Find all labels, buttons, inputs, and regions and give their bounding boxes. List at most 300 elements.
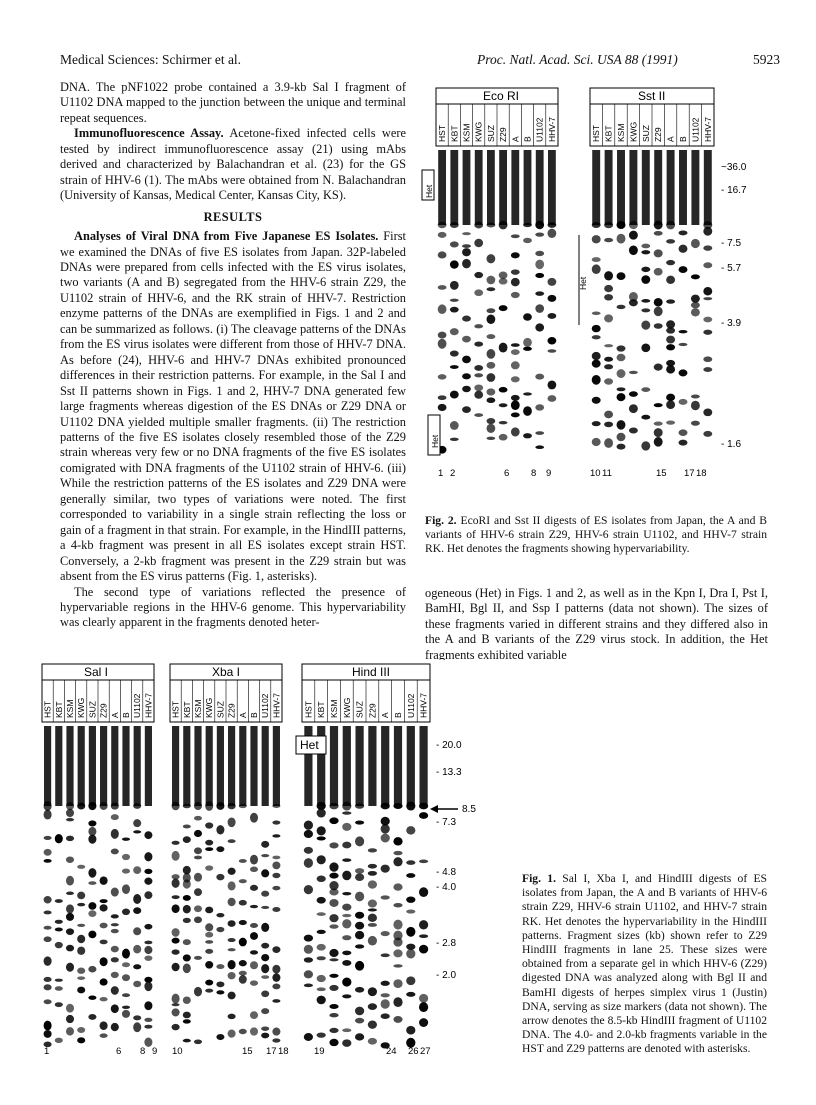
fig1-hindiii-band bbox=[329, 914, 338, 922]
fig2-sstii-band bbox=[592, 421, 601, 426]
fig1-sali-band bbox=[111, 929, 119, 933]
fig1-xbai-band bbox=[194, 956, 202, 960]
fig2-sstii-band bbox=[703, 262, 712, 268]
fig2-ecori-band bbox=[450, 365, 459, 369]
fig2-ecori-band bbox=[499, 271, 508, 279]
fig2-sstii-band bbox=[703, 227, 712, 236]
fig2-sstii-band bbox=[654, 364, 663, 371]
fig2-lane-number: 17 bbox=[684, 468, 695, 479]
fig2-sstii-band bbox=[604, 238, 613, 242]
fig1-hindiii-lane-smear bbox=[420, 726, 428, 806]
fig1-xbai-band bbox=[272, 965, 280, 974]
fig1-hindiii-band bbox=[317, 912, 326, 916]
fig2-sstii-band bbox=[679, 399, 688, 405]
fig2-ecori-band bbox=[450, 328, 459, 335]
fig2-ecori-band bbox=[487, 424, 496, 433]
fig1-hindiii-band bbox=[368, 1003, 377, 1010]
fig2-sstii-band bbox=[641, 244, 650, 249]
fig1-hindiii-band bbox=[406, 873, 415, 878]
fig1-hindiii-band bbox=[329, 803, 338, 810]
fig1-hindiii-band bbox=[368, 1020, 377, 1028]
figure-1-content bbox=[42, 664, 476, 1057]
fig2-sstii-band bbox=[604, 222, 613, 229]
fig1-sali-band bbox=[100, 940, 108, 945]
fig2-sstii-band bbox=[604, 438, 613, 448]
fig1-xbai-band bbox=[228, 1030, 236, 1038]
fig2-sstii-band bbox=[666, 336, 675, 344]
fig1-xbai-band bbox=[250, 855, 258, 865]
fig1-xbai-band bbox=[194, 987, 202, 997]
fig2-size-marker: - 3.9 bbox=[721, 318, 742, 329]
fig2-ecori-lane-label: HST bbox=[437, 125, 448, 142]
fig2-ecori-band bbox=[548, 337, 557, 344]
immuno-body: Acetone-fixed infected cells were tested by indirect immunofluorescence assay (21) using mAbs derived and characterized by Balachandran et al. (23) for the GS strain of HHV-6 (1). The mAbs were obtained from N. Balachandran (University of Kansas, Medical Center, Kansas City, KS). bbox=[60, 126, 406, 203]
fig1-xbai-band bbox=[272, 973, 280, 981]
fig2-ecori-band bbox=[487, 254, 496, 263]
fig2-ecori-lane-label: KBT bbox=[449, 125, 460, 142]
fig1-xbai-band bbox=[172, 963, 180, 972]
fig1-sali-lane-label: A bbox=[109, 712, 120, 718]
fig1-xbai-band bbox=[228, 898, 236, 906]
fig1-hindiii-band bbox=[368, 987, 377, 996]
fig1-hindiii-band bbox=[342, 1039, 351, 1047]
paragraph-second-type: The second type of variations reflected the presence of hypervariable regions in the HHV-6 genome. This hypervariability was clearly apparent in the fragments denoted heter- bbox=[60, 584, 406, 630]
fig1-sali-band bbox=[55, 928, 63, 932]
fig2-sstii-band bbox=[654, 221, 663, 230]
fig2-ecori-enzyme-label: Eco RI bbox=[483, 89, 520, 103]
fig2-size-marker: - 1.6 bbox=[721, 439, 742, 450]
fig1-xbai-lane-label: KBT bbox=[181, 701, 192, 718]
fig1-hindiii-band bbox=[342, 919, 351, 928]
fig1-sali-band bbox=[44, 810, 52, 820]
fig1-hindiii-band bbox=[329, 924, 338, 928]
fig1-xbai-band bbox=[172, 851, 180, 861]
fig1-xbai-lane-smear bbox=[228, 726, 235, 806]
fig1-sali-band bbox=[44, 911, 52, 915]
fig1-xbai-band bbox=[194, 1039, 202, 1044]
fig1-xbai-band bbox=[228, 839, 236, 843]
fig2-ecori-band bbox=[511, 278, 520, 286]
fig1-sali-band bbox=[100, 899, 108, 903]
fig1-xbai-band bbox=[183, 879, 191, 888]
fig2-ecori-band bbox=[474, 391, 483, 399]
fig1-sali-band bbox=[100, 1021, 108, 1030]
fig1-hindiii-lane-label: HHV-7 bbox=[418, 692, 429, 718]
fig1-xbai-band bbox=[239, 938, 247, 947]
fig2-sstii-band bbox=[666, 239, 675, 244]
fig1-hindiii-band bbox=[393, 837, 402, 845]
fig2-ecori-lane-label: KSM bbox=[461, 123, 472, 142]
fig2-ecori-band bbox=[474, 384, 483, 391]
fig1-size-marker: - 13.3 bbox=[436, 767, 462, 778]
fig1-hindiii-band bbox=[393, 964, 402, 967]
fig1-xbai-band bbox=[250, 885, 258, 891]
fig1-xbai-band bbox=[272, 1038, 280, 1042]
fig2-sstii-band bbox=[629, 231, 638, 240]
fig1-sali-band bbox=[133, 803, 141, 809]
fig1-hindiii-band bbox=[329, 842, 338, 848]
fig1-hindiii-lane-smear bbox=[381, 726, 389, 806]
fig2-ecori-band bbox=[523, 347, 532, 351]
fig1-sali-band bbox=[88, 966, 96, 973]
fig2-sstii-band bbox=[679, 343, 688, 346]
fig1-xbai-band bbox=[250, 1027, 258, 1035]
fig2-ecori-band bbox=[535, 445, 544, 449]
fig1-hindiii-band bbox=[406, 992, 415, 997]
fig2-sstii-band bbox=[703, 245, 712, 251]
fig1-hindiii-band bbox=[393, 903, 402, 907]
fig1-xbai-band bbox=[272, 856, 280, 860]
fig1-xbai-band bbox=[228, 881, 236, 890]
fig1-hindiii-band bbox=[304, 1033, 313, 1041]
fig2-ecori-band bbox=[462, 373, 471, 379]
fig2-ecori-band bbox=[535, 233, 544, 237]
fig1-sali-enzyme-label: Sal I bbox=[84, 665, 109, 679]
fig1-sali-band bbox=[144, 941, 152, 945]
fig2-sstii-band bbox=[666, 327, 675, 333]
fig1-sali-band bbox=[133, 1015, 141, 1020]
fig1-hindiii-lane-label: HST bbox=[303, 701, 314, 718]
fig1-sali-lane-label: HST bbox=[42, 701, 53, 718]
fig1-hindiii-band bbox=[317, 956, 326, 960]
fig2-sstii-band bbox=[666, 221, 675, 230]
fig1-xbai-band bbox=[272, 984, 280, 990]
section-title-results: RESULTS bbox=[203, 209, 263, 224]
fig2-ecori-band bbox=[462, 406, 471, 413]
fig2-sstii-band bbox=[617, 387, 626, 391]
fig1-hindiii-lane-label: KSM bbox=[329, 699, 339, 718]
fig2-sstii-lane-label: A bbox=[665, 136, 676, 142]
fig1-sali-band bbox=[111, 972, 119, 978]
fig2-sstii-lane-smear bbox=[617, 150, 625, 225]
fig2-sstii-lane-smear bbox=[605, 150, 613, 225]
fig2-ecori-band bbox=[511, 427, 520, 436]
fig1-sali-band bbox=[88, 835, 96, 844]
fig1-sali-band bbox=[88, 802, 96, 810]
right-column bbox=[425, 586, 768, 663]
fig2-ecori-lane-smear bbox=[450, 150, 458, 225]
fig2-ecori-band bbox=[548, 295, 557, 302]
fig1-size-marker: - 20.0 bbox=[436, 740, 462, 751]
fig1-xbai-band bbox=[172, 895, 180, 899]
fig1-xbai-band bbox=[216, 990, 224, 994]
fig1-sali-band bbox=[66, 913, 74, 921]
fig1-xbai-band bbox=[172, 928, 180, 937]
fig2-sstii-band bbox=[654, 249, 663, 257]
fig2-ecori-band bbox=[462, 316, 471, 322]
fig2-lane-number: 6 bbox=[504, 468, 510, 479]
fig1-xbai-lane-smear bbox=[239, 726, 246, 806]
fig1-hindiii-band bbox=[304, 858, 313, 868]
fig1-sali-band bbox=[133, 819, 141, 827]
paragraph-analyses bbox=[60, 229, 406, 584]
fig1-size-marker: - 7.3 bbox=[436, 817, 457, 828]
fig1-xbai-band bbox=[183, 939, 191, 945]
fig1-hindiii-band bbox=[419, 1002, 428, 1012]
fig1-xbai-band bbox=[183, 895, 191, 901]
fig2-sstii-band bbox=[641, 321, 650, 330]
fig2-ecori-band bbox=[511, 349, 520, 355]
fig2-sstii-band bbox=[604, 364, 613, 369]
fig2-ecori-band bbox=[511, 269, 520, 275]
fig2-sstii-band bbox=[654, 298, 663, 307]
fig2-sstii-band bbox=[666, 344, 675, 350]
fig1-sali-lane-label: KBT bbox=[53, 701, 64, 718]
fig1-xbai-band bbox=[183, 1012, 191, 1019]
fig1-hindiii-lane-label: A bbox=[380, 712, 391, 718]
fig2-ecori-band bbox=[535, 260, 544, 269]
fig2-ecori-band bbox=[462, 336, 471, 343]
fig1-hindiii-band bbox=[304, 847, 313, 854]
fig1-xbai-band bbox=[261, 1026, 269, 1030]
fig2-size-marker: - 5.7 bbox=[721, 263, 742, 274]
fig1-xbai-band bbox=[239, 960, 247, 966]
fig1-sali-band bbox=[100, 1033, 108, 1037]
fig1-xbai-band bbox=[205, 961, 213, 969]
fig1-hindiii-band bbox=[381, 999, 390, 1009]
figure-1-label: Fig. 1. bbox=[522, 872, 556, 885]
fig1-xbai-band bbox=[172, 841, 180, 845]
fig1-sali-band bbox=[122, 949, 130, 959]
figure-2-label: Fig. 2. bbox=[425, 514, 457, 527]
fig2-ecori-band bbox=[438, 304, 447, 314]
fig2-sstii-band bbox=[617, 272, 626, 280]
fig2-ecori-band bbox=[548, 395, 557, 402]
fig1-hindiii-band bbox=[393, 949, 402, 957]
fig1-sali-band bbox=[77, 1037, 85, 1043]
fig2-ecori-lane-label: U1102 bbox=[534, 117, 545, 142]
fig1-sali-band bbox=[44, 801, 52, 811]
fig1-sali-band bbox=[144, 869, 152, 874]
paragraph-het-continued: ogeneous (Het) in Figs. 1 and 2, as well as in the Kpn I, Dra I, Pst I, BamHI, Bgl II, and Ssp I patterns (data not shown). The sizes of these fragments varied in different strains and they differed also in the A and B variants of the Z29 virus stock. In addition, the Het fragments exhibited variable bbox=[425, 586, 768, 662]
fig1-xbai-band bbox=[194, 905, 202, 912]
fig1-hindiii-band bbox=[329, 985, 338, 991]
paragraph-probe: DNA. The pNF1022 probe contained a 3.9-kb Sal I fragment of U1102 DNA mapped to the junction between the unique and terminal repeat sequences. bbox=[60, 80, 406, 125]
fig1-xbai-lane-smear bbox=[206, 726, 213, 806]
fig1-hindiii-band bbox=[368, 848, 377, 852]
fig2-ecori-band bbox=[474, 342, 483, 347]
figure-2-caption-text: EcoRI and Sst II digests of ES isolates from Japan, the A and B variants of HHV-6 strain Z29, HHV-6 strain U1102, and HHV-7 strain RK. Het denotes the fragments showing hypervariability. bbox=[425, 514, 768, 556]
fig1-sali-band bbox=[66, 1015, 74, 1023]
fig1-xbai-band bbox=[205, 822, 213, 828]
fig1-lane-number: 27 bbox=[420, 1046, 431, 1057]
fig2-sstii-band bbox=[617, 369, 626, 378]
fig1-hindiii-band bbox=[368, 923, 377, 927]
fig2-sstii-band bbox=[654, 421, 663, 425]
fig1-xbai-band bbox=[228, 960, 236, 969]
fig2-ecori-band bbox=[548, 380, 557, 389]
fig1-hindiii-band bbox=[329, 889, 338, 896]
fig2-ecori-band bbox=[535, 304, 544, 313]
fig1-xbai-band bbox=[183, 836, 191, 843]
fig1-sali-band bbox=[100, 997, 108, 1001]
fig1-lane-number: 8 bbox=[140, 1046, 146, 1057]
fig2-ecori-band bbox=[450, 350, 459, 356]
fig2-ecori-lane-smear bbox=[499, 150, 507, 225]
fig2-ecori-band bbox=[450, 281, 459, 290]
fig1-hindiii-band bbox=[393, 803, 402, 809]
fig1-hindiii-band bbox=[381, 993, 390, 997]
fig2-ecori-band bbox=[462, 248, 471, 256]
fig2-ecori-band bbox=[523, 406, 532, 416]
fig2-ecori-lane-smear bbox=[511, 150, 519, 225]
fig1-xbai-band bbox=[261, 964, 269, 973]
fig1-xbai-band bbox=[205, 907, 213, 914]
fig2-ecori-band bbox=[438, 339, 447, 349]
fig1-sali-band bbox=[111, 814, 119, 820]
fig1-xbai-band bbox=[250, 980, 258, 985]
fig2-ecori-band bbox=[499, 421, 508, 424]
fig1-sali-band bbox=[133, 830, 141, 833]
fig1-hindiii-band bbox=[381, 895, 390, 899]
fig2-sstii-band bbox=[654, 231, 663, 236]
fig1-hindiii-enzyme-label: Hind III bbox=[352, 665, 391, 679]
fig1-xbai-band bbox=[261, 990, 269, 997]
fig1-hindiii-band bbox=[393, 851, 402, 855]
fig1-hindiii-band bbox=[406, 826, 415, 834]
fig2-sstii-band bbox=[654, 307, 663, 317]
fig2-ecori-band bbox=[535, 273, 544, 278]
fig1-hindiii-band bbox=[419, 945, 428, 954]
fig2-sstii-enzyme-label: Sst II bbox=[638, 89, 666, 103]
fig2-ecori-band bbox=[487, 223, 496, 228]
fig2-sstii-lane-label: U1102 bbox=[690, 117, 701, 142]
fig1-xbai-band bbox=[239, 975, 247, 984]
fig1-hindiii-lane-smear bbox=[394, 726, 402, 806]
fig2-ecori-band bbox=[499, 434, 508, 441]
fig1-hindiii-band bbox=[317, 987, 326, 991]
fig2-lane-number: 18 bbox=[696, 468, 707, 479]
fig2-sstii-band bbox=[592, 360, 601, 368]
fig1-hindiii-band bbox=[342, 935, 351, 940]
fig2-lane-number: 1 bbox=[438, 468, 444, 479]
fig2-size-marker: - 7.5 bbox=[721, 238, 742, 249]
fig1-lane-number: 26 bbox=[408, 1046, 419, 1057]
fig1-sali-band bbox=[100, 904, 108, 911]
fig1-xbai-band bbox=[250, 1011, 258, 1019]
fig1-xbai-band bbox=[250, 923, 258, 928]
fig1-xbai-lane-label: KWG bbox=[204, 697, 215, 718]
fig1-hindiii-band bbox=[329, 873, 338, 879]
fig2-ecori-band bbox=[548, 278, 557, 286]
fig1-sali-band bbox=[77, 865, 85, 869]
fig1-xbai-lane-smear bbox=[217, 726, 224, 806]
fig1-xbai-band bbox=[205, 989, 213, 993]
fig1-xbai-band bbox=[250, 813, 258, 823]
fig1-xbai-lane-smear bbox=[250, 726, 257, 806]
fig1-xbai-band bbox=[261, 869, 269, 877]
fig2-sstii-band bbox=[617, 420, 626, 429]
fig1-hindiii-band bbox=[419, 812, 428, 819]
fig1-xbai-band bbox=[228, 868, 236, 875]
fig2-ecori-band bbox=[511, 252, 520, 258]
fig2-sstii-band bbox=[592, 438, 601, 446]
fig1-sali-lane-smear bbox=[145, 726, 152, 806]
page-number: 5923 bbox=[753, 52, 780, 67]
fig1-hindiii-band bbox=[355, 931, 364, 940]
fig1-xbai-band bbox=[172, 904, 180, 913]
fig2-ecori-band bbox=[487, 397, 496, 403]
fig2-sstii-band bbox=[703, 431, 712, 437]
fig2-ecori-band bbox=[462, 356, 471, 364]
fig1-sali-lane-smear bbox=[78, 726, 85, 806]
fig1-hindiii-band bbox=[342, 904, 351, 911]
fig1-hindiii-band bbox=[419, 920, 428, 929]
fig2-sstii-band bbox=[617, 305, 626, 309]
fig1-xbai-band bbox=[172, 879, 180, 888]
fig1-sali-band bbox=[77, 935, 85, 943]
fig1-hindiii-band bbox=[317, 897, 326, 904]
fig1-xbai-band bbox=[239, 920, 247, 925]
fig2-sstii-lane-label: B bbox=[678, 136, 688, 142]
fig1-hindiii-band bbox=[342, 811, 351, 814]
fig1-hindiii-band bbox=[355, 868, 364, 874]
fig2-sstii-lane-smear bbox=[592, 150, 600, 225]
fig1-xbai-band bbox=[183, 963, 191, 973]
fig1-xbai-band bbox=[216, 964, 224, 969]
fig1-sali-band bbox=[111, 923, 119, 926]
fig2-ecori-lane-label: A bbox=[510, 136, 521, 142]
fig2-ecori-band bbox=[474, 222, 483, 229]
fig1-xbai-band bbox=[228, 948, 236, 951]
fig1-sali-lane-smear bbox=[55, 726, 62, 806]
fig1-sali-band bbox=[144, 1025, 152, 1029]
fig1-xbai-band bbox=[172, 949, 180, 954]
fig1-hindiii-band bbox=[355, 987, 364, 993]
fig2-sstii-band bbox=[604, 378, 613, 384]
fig2-ecori-band bbox=[535, 251, 544, 256]
fig1-xbai-band bbox=[239, 971, 247, 976]
fig1-hindiii-band bbox=[304, 957, 313, 962]
fig1-xbai-lane-label: HHV-7 bbox=[271, 692, 282, 718]
fig1-sali-band bbox=[111, 848, 119, 854]
fig1-sali-lane-label: B bbox=[121, 712, 131, 718]
fig2-ecori-band bbox=[474, 373, 483, 377]
fig1-hindiii-band bbox=[329, 817, 338, 824]
fig1-sali-band bbox=[88, 868, 96, 878]
fig1-sali-band bbox=[77, 803, 85, 810]
fig1-hindiii-band bbox=[355, 820, 364, 824]
fig1-hindiii-band bbox=[355, 892, 364, 902]
fig1-sali-band bbox=[100, 802, 108, 810]
fig1-sali-band bbox=[122, 837, 130, 840]
fig2-ecori-band bbox=[462, 244, 471, 248]
fig1-hindiii-band bbox=[355, 836, 364, 846]
fig1-size-marker: - 2.0 bbox=[436, 970, 457, 981]
fig2-sstii-band bbox=[604, 285, 613, 292]
fig1-sali-band bbox=[133, 894, 141, 904]
fig1-sali-band bbox=[77, 892, 85, 900]
fig2-sstii-band bbox=[703, 287, 712, 296]
fig1-xbai-band bbox=[228, 803, 236, 810]
fig1-sali-band bbox=[122, 962, 130, 967]
fig2-ecori-band bbox=[450, 438, 459, 441]
fig1-lane-number: 9 bbox=[152, 1046, 158, 1057]
fig2-sstii-band bbox=[629, 371, 638, 374]
fig1-hindiii-band bbox=[368, 908, 377, 911]
fig2-ecori-band bbox=[499, 403, 508, 407]
fig1-hindiii-band bbox=[368, 914, 377, 922]
fig2-sstii-band bbox=[641, 267, 650, 272]
fig1-xbai-band bbox=[183, 954, 191, 961]
fig1-sali-lane-label: HHV-7 bbox=[143, 692, 154, 718]
fig1-sali-band bbox=[44, 999, 52, 1004]
fig1-hindiii-band bbox=[406, 860, 415, 865]
fig1-xbai-band bbox=[228, 1014, 236, 1019]
fig1-xbai-band bbox=[216, 874, 224, 881]
fig2-sstii-band bbox=[629, 391, 638, 397]
figure-2-gel bbox=[418, 80, 770, 480]
